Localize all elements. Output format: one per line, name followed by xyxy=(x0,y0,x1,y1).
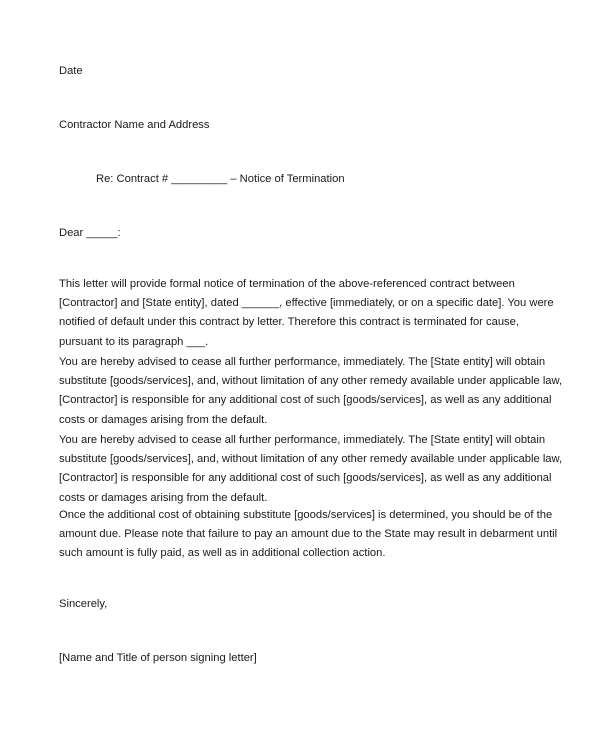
paragraph-line: notified of default under this contract by letter. Therefore this contract is terminated for cause, xyxy=(59,316,519,329)
paragraph-line: such amount is fully paid, as well as in additional collection action. xyxy=(59,547,386,560)
paragraph-line: [Contractor] is responsible for any additional cost of such [goods/services], as well as any additional xyxy=(59,394,552,407)
paragraph-line: You are hereby advised to cease all further performance, immediately. The [State entity] will obtain xyxy=(59,434,546,446)
date-label: Date xyxy=(59,65,83,77)
paragraph-cease-performance xyxy=(59,353,563,430)
signature-block: [Name and Title of person signing letter] xyxy=(59,652,257,664)
paragraph-amount-due xyxy=(59,506,559,564)
paragraph-line: Once the additional cost of obtaining substitute [goods/services] is determined, you should be of the xyxy=(59,509,553,521)
closing: Sincerely, xyxy=(59,598,108,610)
paragraph-line: costs or damages arising from the default. xyxy=(59,491,268,504)
paragraph-line: amount due. Please note that failure to pay an amount due to the State may result in debarment until xyxy=(59,528,558,541)
contractor-name-address: Contractor Name and Address xyxy=(59,119,210,131)
paragraph-line: costs or damages arising from the default. xyxy=(59,413,268,426)
paragraph-line: substitute [goods/services], and, without limitation of any other remedy available under applicable law, xyxy=(59,375,563,388)
reference-line: Re: Contract # _________ – Notice of Termination xyxy=(96,173,345,185)
salutation: Dear _____: xyxy=(59,227,121,239)
paragraph-line: pursuant to its paragraph ___. xyxy=(59,335,209,348)
paragraph-line: [Contractor] is responsible for any additional cost of such [goods/services], as well as any additional xyxy=(59,472,552,485)
paragraph-line: substitute [goods/services], and, without limitation of any other remedy available under applicable law, xyxy=(59,453,563,466)
paragraph-line: You are hereby advised to cease all further performance, immediately. The [State entity] will obtain xyxy=(59,356,546,368)
paragraph-line: This letter will provide formal notice of termination of the above-referenced contract between xyxy=(59,278,515,290)
paragraph-cease-performance-repeat xyxy=(59,431,563,508)
paragraph-notice xyxy=(59,275,559,352)
paragraph-line: [Contractor] and [State entity], dated ______, effective [immediately, or on a specific date]. You were xyxy=(59,297,554,310)
